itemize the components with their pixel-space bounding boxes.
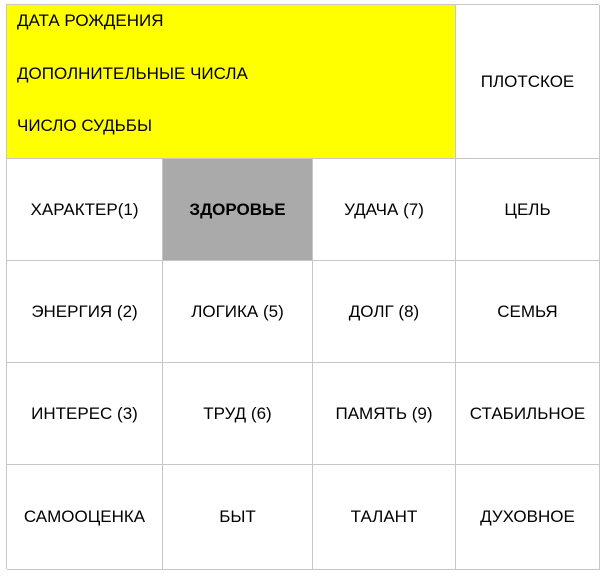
extra-numbers-label: ДОПОЛНИТЕЛЬНЫЕ ЧИСЛА [17, 63, 248, 83]
cell-goal: ЦЕЛЬ [456, 159, 600, 261]
cell-carnal: ПЛОТСКОЕ [456, 5, 600, 159]
cell-work: ТРУД (6) [163, 363, 313, 465]
cell-interest: ИНТЕРЕС (3) [7, 363, 163, 465]
birth-date-label: ДАТА РОЖДЕНИЯ [17, 11, 164, 30]
cell-duty: ДОЛГ (8) [313, 261, 456, 363]
cell-stable: СТАБИЛЬНОЕ [456, 363, 600, 465]
header-cell [7, 5, 456, 159]
cell-self-esteem: САМООЦЕНКА [7, 465, 163, 570]
cell-energy: ЭНЕРГИЯ (2) [7, 261, 163, 363]
numerology-table [6, 4, 599, 569]
cell-luck: УДАЧА (7) [313, 159, 456, 261]
cell-daily-life: БЫТ [163, 465, 313, 570]
destiny-number-label: ЧИСЛО СУДЬБЫ [17, 116, 152, 135]
cell-logic: ЛОГИКА (5) [163, 261, 313, 363]
cell-family: СЕМЬЯ [456, 261, 600, 363]
cell-talent: ТАЛАНТ [313, 465, 456, 570]
cell-character: ХАРАКТЕР(1) [7, 159, 163, 261]
cell-health: ЗДОРОВЬЕ [163, 159, 313, 261]
cell-memory: ПАМЯТЬ (9) [313, 363, 456, 465]
cell-spiritual: ДУХОВНОЕ [456, 465, 600, 570]
